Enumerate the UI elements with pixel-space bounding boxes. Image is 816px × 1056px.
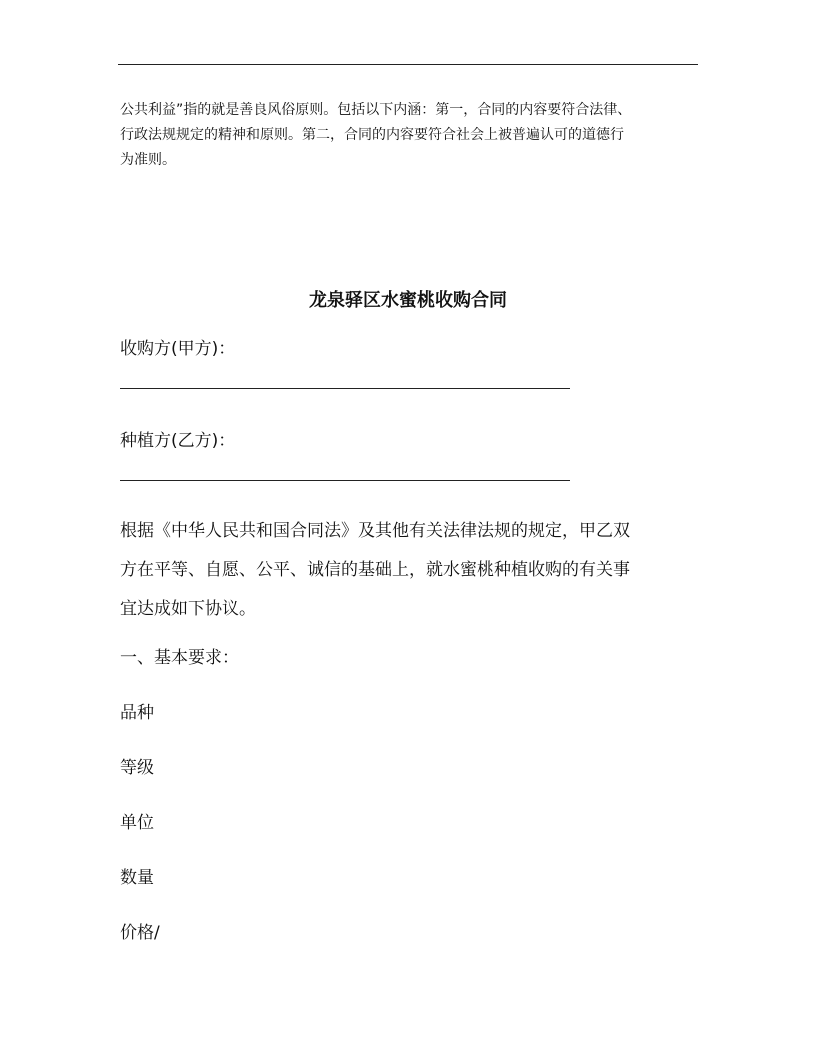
field-quantity: 数量 — [120, 868, 154, 888]
preamble-paragraph — [120, 512, 700, 629]
header-rule — [118, 64, 698, 65]
buyer-blank-line — [120, 388, 570, 389]
intro-line: 行政法规规定的精神和原则。第二，合同的内容要符合社会上被普遍认可的道德行 — [120, 127, 624, 143]
field-unit: 单位 — [120, 813, 154, 833]
preamble-line: 根据《中华人民共和国合同法》及其他有关法律法规的规定，甲乙双 — [120, 521, 630, 541]
intro-line: 公共利益”指的就是善良风俗原则。包括以下内涵：第一，合同的内容要符合法律、 — [120, 102, 632, 118]
contract-title: 龙泉驿区水蜜桃收购合同 — [309, 290, 507, 311]
field-grade: 等级 — [120, 758, 154, 778]
intro-paragraph — [120, 98, 700, 173]
buyer-label: 收购方(甲方)： — [120, 339, 236, 359]
preamble-line: 宜达成如下协议。 — [120, 599, 256, 619]
grower-label: 种植方(乙方)： — [120, 431, 236, 451]
intro-line: 为准则。 — [120, 152, 176, 168]
section-heading: 一、基本要求： — [120, 648, 239, 668]
field-variety: 品种 — [120, 703, 154, 723]
field-price: 价格/ — [120, 923, 160, 943]
grower-blank-line — [120, 480, 570, 481]
preamble-line: 方在平等、自愿、公平、诚信的基础上，就水蜜桃种植收购的有关事 — [120, 560, 630, 580]
